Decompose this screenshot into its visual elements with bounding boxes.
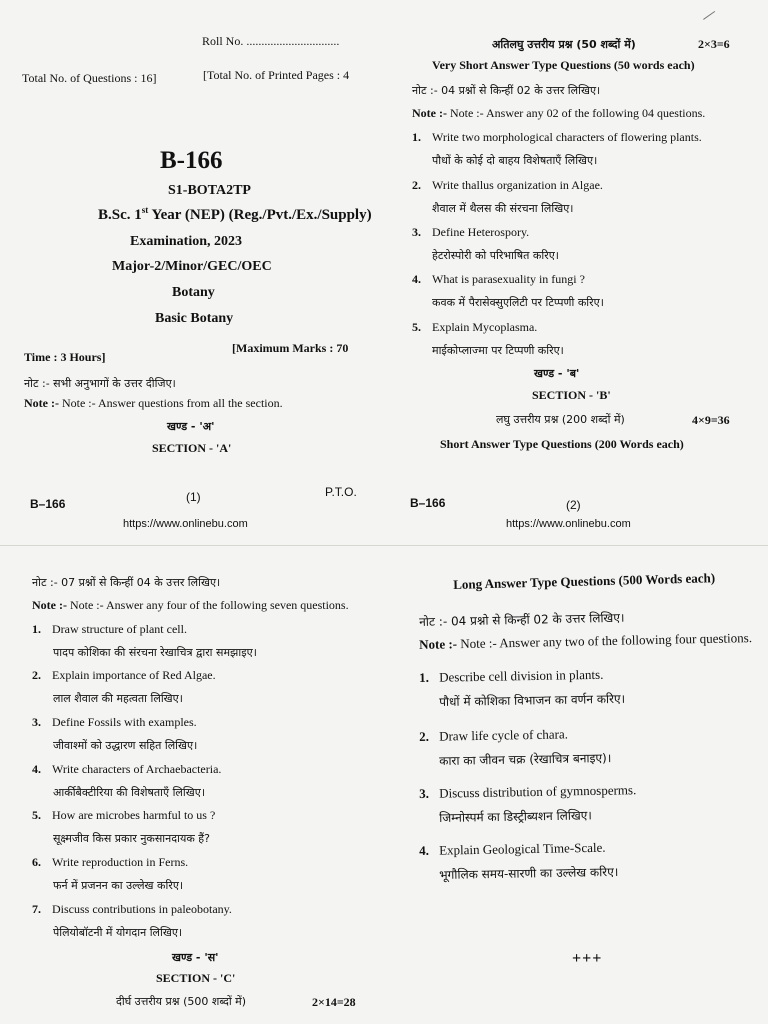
examination: Examination, 2023 [130,234,243,249]
short-marks: 4×9=36 [692,413,730,427]
pen-mark [703,11,721,28]
list-item-hindi: सूक्ष्मजीव किस प्रकार नुकसानदायक हैं? [53,832,210,845]
list-item: 4. Explain Geological Time-Scale. [419,839,606,858]
course-title: B.Sc. 1st Year (NEP) (Reg./Pvt./Ex./Supply) [98,205,372,223]
list-item: 1. Draw structure of plant cell. [32,622,187,636]
section-a-hindi: खण्ड - 'अ' [167,420,215,433]
short-header-english: Short Answer Type Questions (200 Words each) [440,437,684,451]
long-marks: 2×14=28 [312,995,356,1009]
list-item-hindi: पौधों के कोई दो बाहय विशेषताएँ लिखिए। [432,154,598,167]
note-english-p2: Note :- Note :- Answer any 02 of the following 04 questions. [412,106,706,120]
list-item-hindi: जीवाश्मों को उद्धारण सहित लिखिए। [53,739,198,752]
footer-page-p2: (2) [566,498,581,512]
list-item: 4. Write characters of Archaebacteria. [32,762,222,776]
list-item: 7. Discuss contributions in paleobotany. [32,902,232,916]
note-hindi-p3: नोट :- 07 प्रश्नों से किन्हीं 04 के उत्तर लिखिए। [32,576,221,589]
total-questions: Total No. of Questions : 16] [22,71,157,85]
roll-no: Roll No. ............................... [202,34,340,48]
list-item-hindi: कारा का जीवन चक्र (रेखाचित्र बनाइए)। [439,750,612,768]
note-english-p3: Note :- Note :- Answer any four of the following seven questions. [32,598,349,612]
section-c-english: SECTION - 'C' [156,971,236,985]
end-mark: +++ [572,950,603,967]
section-b-hindi: खण्ड - 'ब' [534,367,580,380]
list-item: 5. How are microbes harmful to us ? [32,808,216,822]
list-item: 2. Write thallus organization in Algae. [412,178,603,192]
page-divider [0,545,768,546]
subject-code: S1-BOTA2TP [168,183,251,198]
section-a-english: SECTION - 'A' [152,441,232,455]
list-item-hindi: शैवाल में थैलस की संरचना लिखिए। [432,202,574,215]
list-item-hindi: भूगौलिक समय-सारणी का उल्लेख करिए। [439,864,619,882]
note-hindi: नोट :- सभी अनुभागों के उत्तर दीजिए। [24,377,176,390]
list-item-hindi: कवक में पैरासेक्सुएलिटी पर टिप्पणी करिए। [432,296,604,309]
list-item-hindi: पौधों में कोशिका विभाजन का वर्णन करिए। [439,691,626,709]
paper-name: Basic Botany [155,311,234,326]
list-item: 2. Explain importance of Red Algae. [32,668,216,682]
footer-code-p1: B–166 [30,497,66,511]
list-item: 1. Write two morphological characters of flowering plants. [412,130,702,144]
list-item-hindi: जिम्नोस्पर्म का डिस्ट्रीब्यशन लिखिए। [439,808,593,825]
list-item: 5. Explain Mycoplasma. [412,320,538,334]
section-c-hindi: खण्ड - 'स' [172,951,219,964]
very-short-header-english: Very Short Answer Type Questions (50 words each) [432,58,695,72]
section-b-english: SECTION - 'B' [532,388,611,402]
footer-page-p1: (1) [186,490,201,504]
time-allowed: Time : 3 Hours] [24,350,106,364]
list-item: 3. Discuss distribution of gymnosperms. [419,782,637,801]
footer-url-p1: https://www.onlinebu.com [123,518,248,530]
very-short-marks: 2×3=6 [698,37,730,51]
footer-url-p2: https://www.onlinebu.com [506,518,631,530]
note-hindi-p2: नोट :- 04 प्रश्नों से किन्हीं 02 के उत्तर लिखिए। [412,84,601,97]
list-item-hindi: पेलियोबॉटनी में योगदान लिखिए। [53,926,183,939]
list-item-hindi: हेटरोस्पोरी को परिभाषित करिए। [432,249,559,262]
maximum-marks: [Maximum Marks : 70 [232,341,349,355]
note-english: Note :- Note :- Answer questions from all the section. [24,396,283,410]
list-item-hindi: आर्कीबैक्टीरिया की विशेषताएँ लिखिए। [53,786,205,799]
footer-code-p2: B–166 [410,496,446,510]
list-item-hindi: लाल शैवाल की महत्वता लिखिए। [53,692,183,705]
printed-pages: [Total No. of Printed Pages : 4 [203,68,350,82]
list-item: 2. Draw life cycle of chara. [419,726,569,744]
list-item: 4. What is parasexuality in fungi ? [412,272,585,286]
list-item: 3. Define Fossils with examples. [32,715,197,729]
list-item-hindi: माईकोप्लाज्मा पर टिप्पणी करिए। [432,344,564,357]
list-item-hindi: फर्न में प्रजनन का उल्लेख करिए। [53,879,184,892]
footer-pto: P.T.O. [325,485,357,499]
long-header-hindi: दीर्घ उत्तरीय प्रश्न (500 शब्दों में) [116,995,247,1008]
short-header-hindi: लघु उत्तरीय प्रश्न (200 शब्दों में) [496,413,625,426]
paper-code: B-166 [160,147,223,174]
note-hindi-p4: नोट :- 04 प्रश्नो से किन्हीं 02 के उत्तर लिखिए। [419,610,625,629]
list-item-hindi: पादप कोशिका की संरचना रेखाचित्र द्वारा समझाइए। [53,646,257,659]
list-item: 1. Describe cell division in plants. [419,666,604,685]
list-item: 6. Write reproduction in Ferns. [32,855,189,869]
note-english-p4: Note :- Note :- Answer any two of the following four questions. [419,630,753,652]
long-header-english: Long Answer Type Questions (500 Words each) [453,570,716,592]
very-short-header-hindi: अतिलघु उत्तरीय प्रश्न (50 शब्दों में) [492,38,636,51]
major-minor: Major-2/Minor/GEC/OEC [112,259,272,274]
list-item: 3. Define Heterospory. [412,225,530,239]
subject-name: Botany [172,285,215,300]
